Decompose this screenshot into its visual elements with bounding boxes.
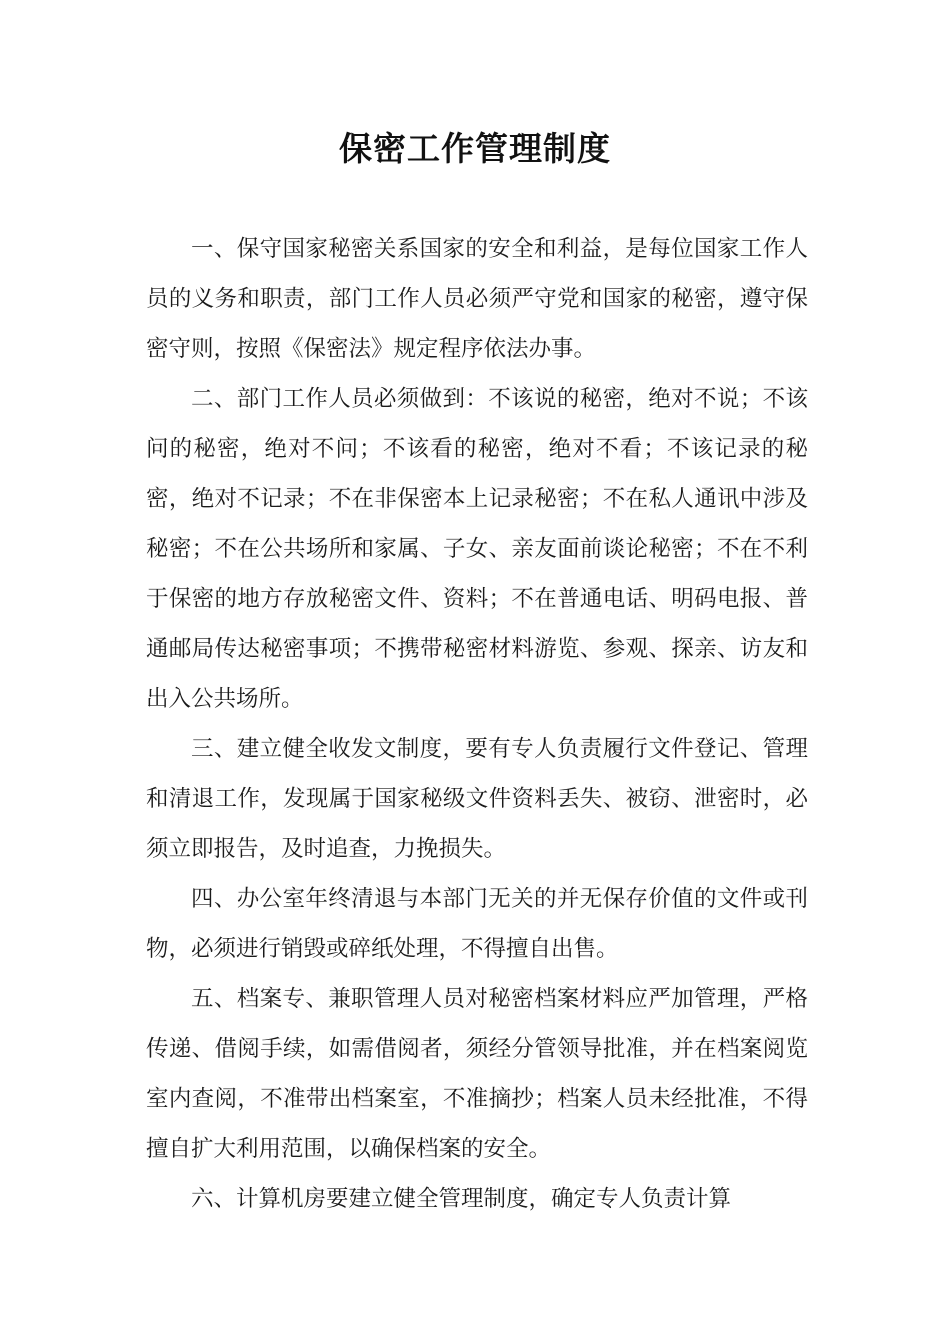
document-body	[146, 224, 808, 1224]
paragraph-6: 六、计算机房要建立健全管理制度，确定专人负责计算	[191, 1186, 732, 1212]
paragraph-4: 四、办公室年终清退与本部门无关的并无保存价值的文件或刊物，必须进行销毁或碎纸处理，不得擅自出售。	[146, 886, 808, 962]
paragraph-1: 一、保守国家秘密关系国家的安全和利益，是每位国家工作人员的义务和职责，部门工作人员必须严守党和国家的秘密，遵守保密守则，按照《保密法》规定程序依法办事。	[146, 236, 808, 362]
paragraph-2: 二、部门工作人员必须做到：不该说的秘密，绝对不说；不该问的秘密，绝对不问；不该看的秘密，绝对不看；不该记录的秘密，绝对不记录；不在非保密本上记录秘密；不在私人通讯中涉及秘密；不在公共场所和家属、子女、亲友面前谈论秘密；不在不利于保密的地方存放秘密文件、资料；不在普通电话、明码电报、普通邮局传达秘密事项；不携带秘密材料游览、参观、探亲、访友和出入公共场所。	[146, 386, 808, 712]
paragraph-3: 三、建立健全收发文制度，要有专人负责履行文件登记、管理和清退工作，发现属于国家秘级文件资料丢失、被窃、泄密时，必须立即报告，及时追查，力挽损失。	[146, 736, 808, 862]
document-title: 保密工作管理制度	[339, 129, 611, 168]
paragraph-5: 五、档案专、兼职管理人员对秘密档案材料应严加管理，严格传递、借阅手续，如需借阅者，须经分管领导批准，并在档案阅览室内查阅，不准带出档案室，不准摘抄；档案人员未经批准，不得擅自扩大利用范围，以确保档案的安全。	[146, 986, 808, 1162]
